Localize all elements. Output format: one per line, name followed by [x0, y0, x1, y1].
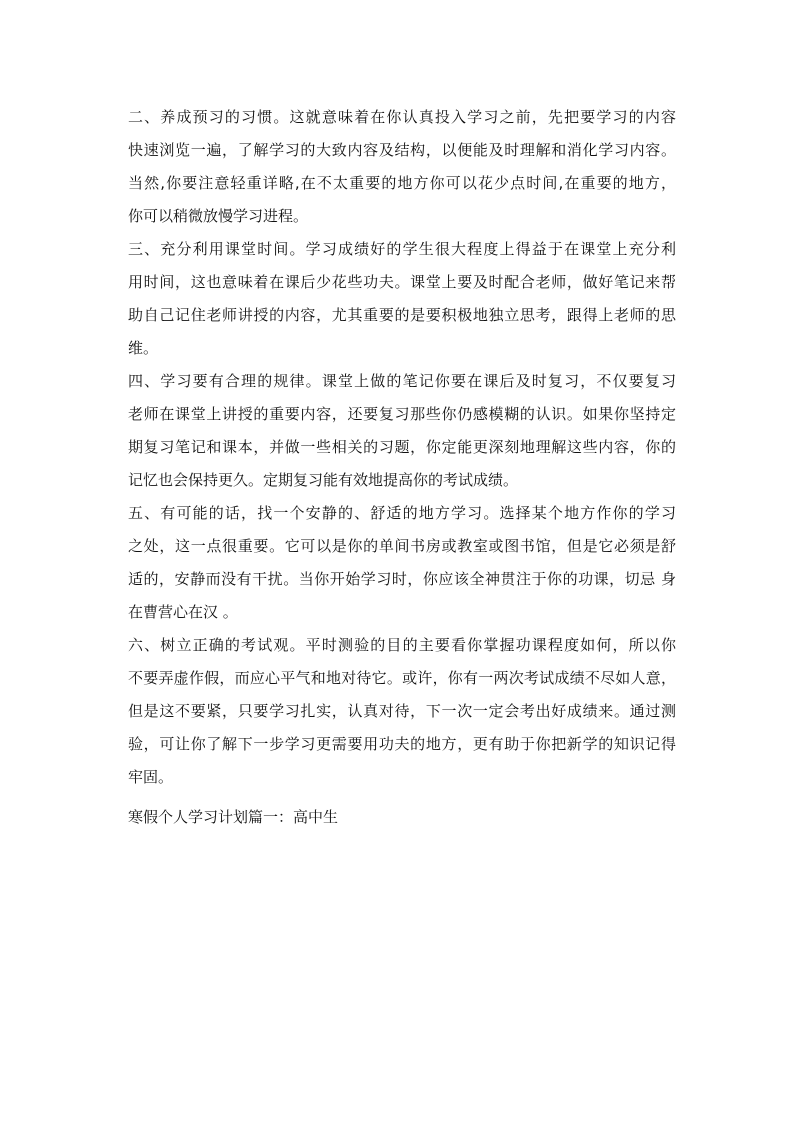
text-line: 你可以稍微放慢学习进程。: [128, 207, 309, 225]
text-line: 但是这不要紧，只要学习扎实，认真对待，下一次一定会考出好成绩来。通过测: [128, 702, 676, 720]
paragraph-preview-habit: [120, 101, 676, 233]
text-line: 之处，这一点很重要。它可以是你的单间书房或教室或图书馆，但是它必须是舒: [128, 537, 676, 555]
text-line: 助自己记住老师讲授的内容，尤其重要的是要积极地独立思考，跟得上老师的思: [128, 306, 676, 324]
text-line: 适的，安静而没有干扰。当你开始学习时，你应该全神贯注于你的功课，切忌 身: [128, 570, 676, 588]
text-line: 期复习笔记和课本，并做一些相关的习题，你定能更深刻地理解这些内容，你的: [128, 438, 676, 456]
text-line: 当然,你要注意轻重详略,在不太重要的地方你可以花少点时间,在重要的地方，: [128, 174, 676, 192]
text-line: 牢固。: [128, 768, 174, 786]
text-line: 在曹营心在汉 。: [128, 603, 238, 621]
text-line: 验，可让你了解下一步学习更需要用功夫的地方，更有助于你把新学的知识记得: [128, 735, 676, 753]
text-line: 记忆也会保持更久。定期复习能有效地提高你的考试成绩。: [128, 471, 519, 489]
text-line: 四、学习要有合理的规律。课堂上做的笔记你要在课后及时复习，不仅要复习: [128, 372, 676, 390]
text-line: 老师在课堂上讲授的重要内容，还要复习那些你仍感模糊的认识。如果你坚持定: [128, 405, 676, 423]
paragraph-study-pattern: [120, 365, 676, 497]
text-line: 三、充分利用课堂时间。学习成绩好的学生很大程度上得益于在课堂上充分利: [128, 240, 676, 258]
text-line: 维。: [128, 339, 159, 357]
paragraph-exam-attitude: [120, 629, 676, 794]
text-line: 快速浏览一遍，了解学习的大致内容及结构，以便能及时理解和消化学习内容。: [128, 141, 676, 159]
text-line: 五、有可能的话，找一个安静的、舒适的地方学习。选择某个地方作你的学习: [128, 504, 676, 522]
section-heading: 寒假个人学习计划篇一：高中生: [128, 808, 339, 826]
text-line: 不要弄虚作假，而应心平气和地对待它。或许，你有一两次考试成绩不尽如人意，: [128, 669, 676, 687]
text-line: 用时间，这也意味着在课后少花些功夫。课堂上要及时配合老师，做好笔记来帮: [128, 273, 676, 291]
document-body: [120, 101, 676, 834]
paragraph-study-place: [120, 497, 676, 629]
text-line: 二、养成预习的习惯。这就意味着在你认真投入学习之前，先把要学习的内容: [128, 108, 676, 126]
paragraph-class-time: [120, 233, 676, 365]
text-line: 六、树立正确的考试观。平时测验的目的主要看你掌握功课程度如何，所以你: [128, 636, 676, 654]
